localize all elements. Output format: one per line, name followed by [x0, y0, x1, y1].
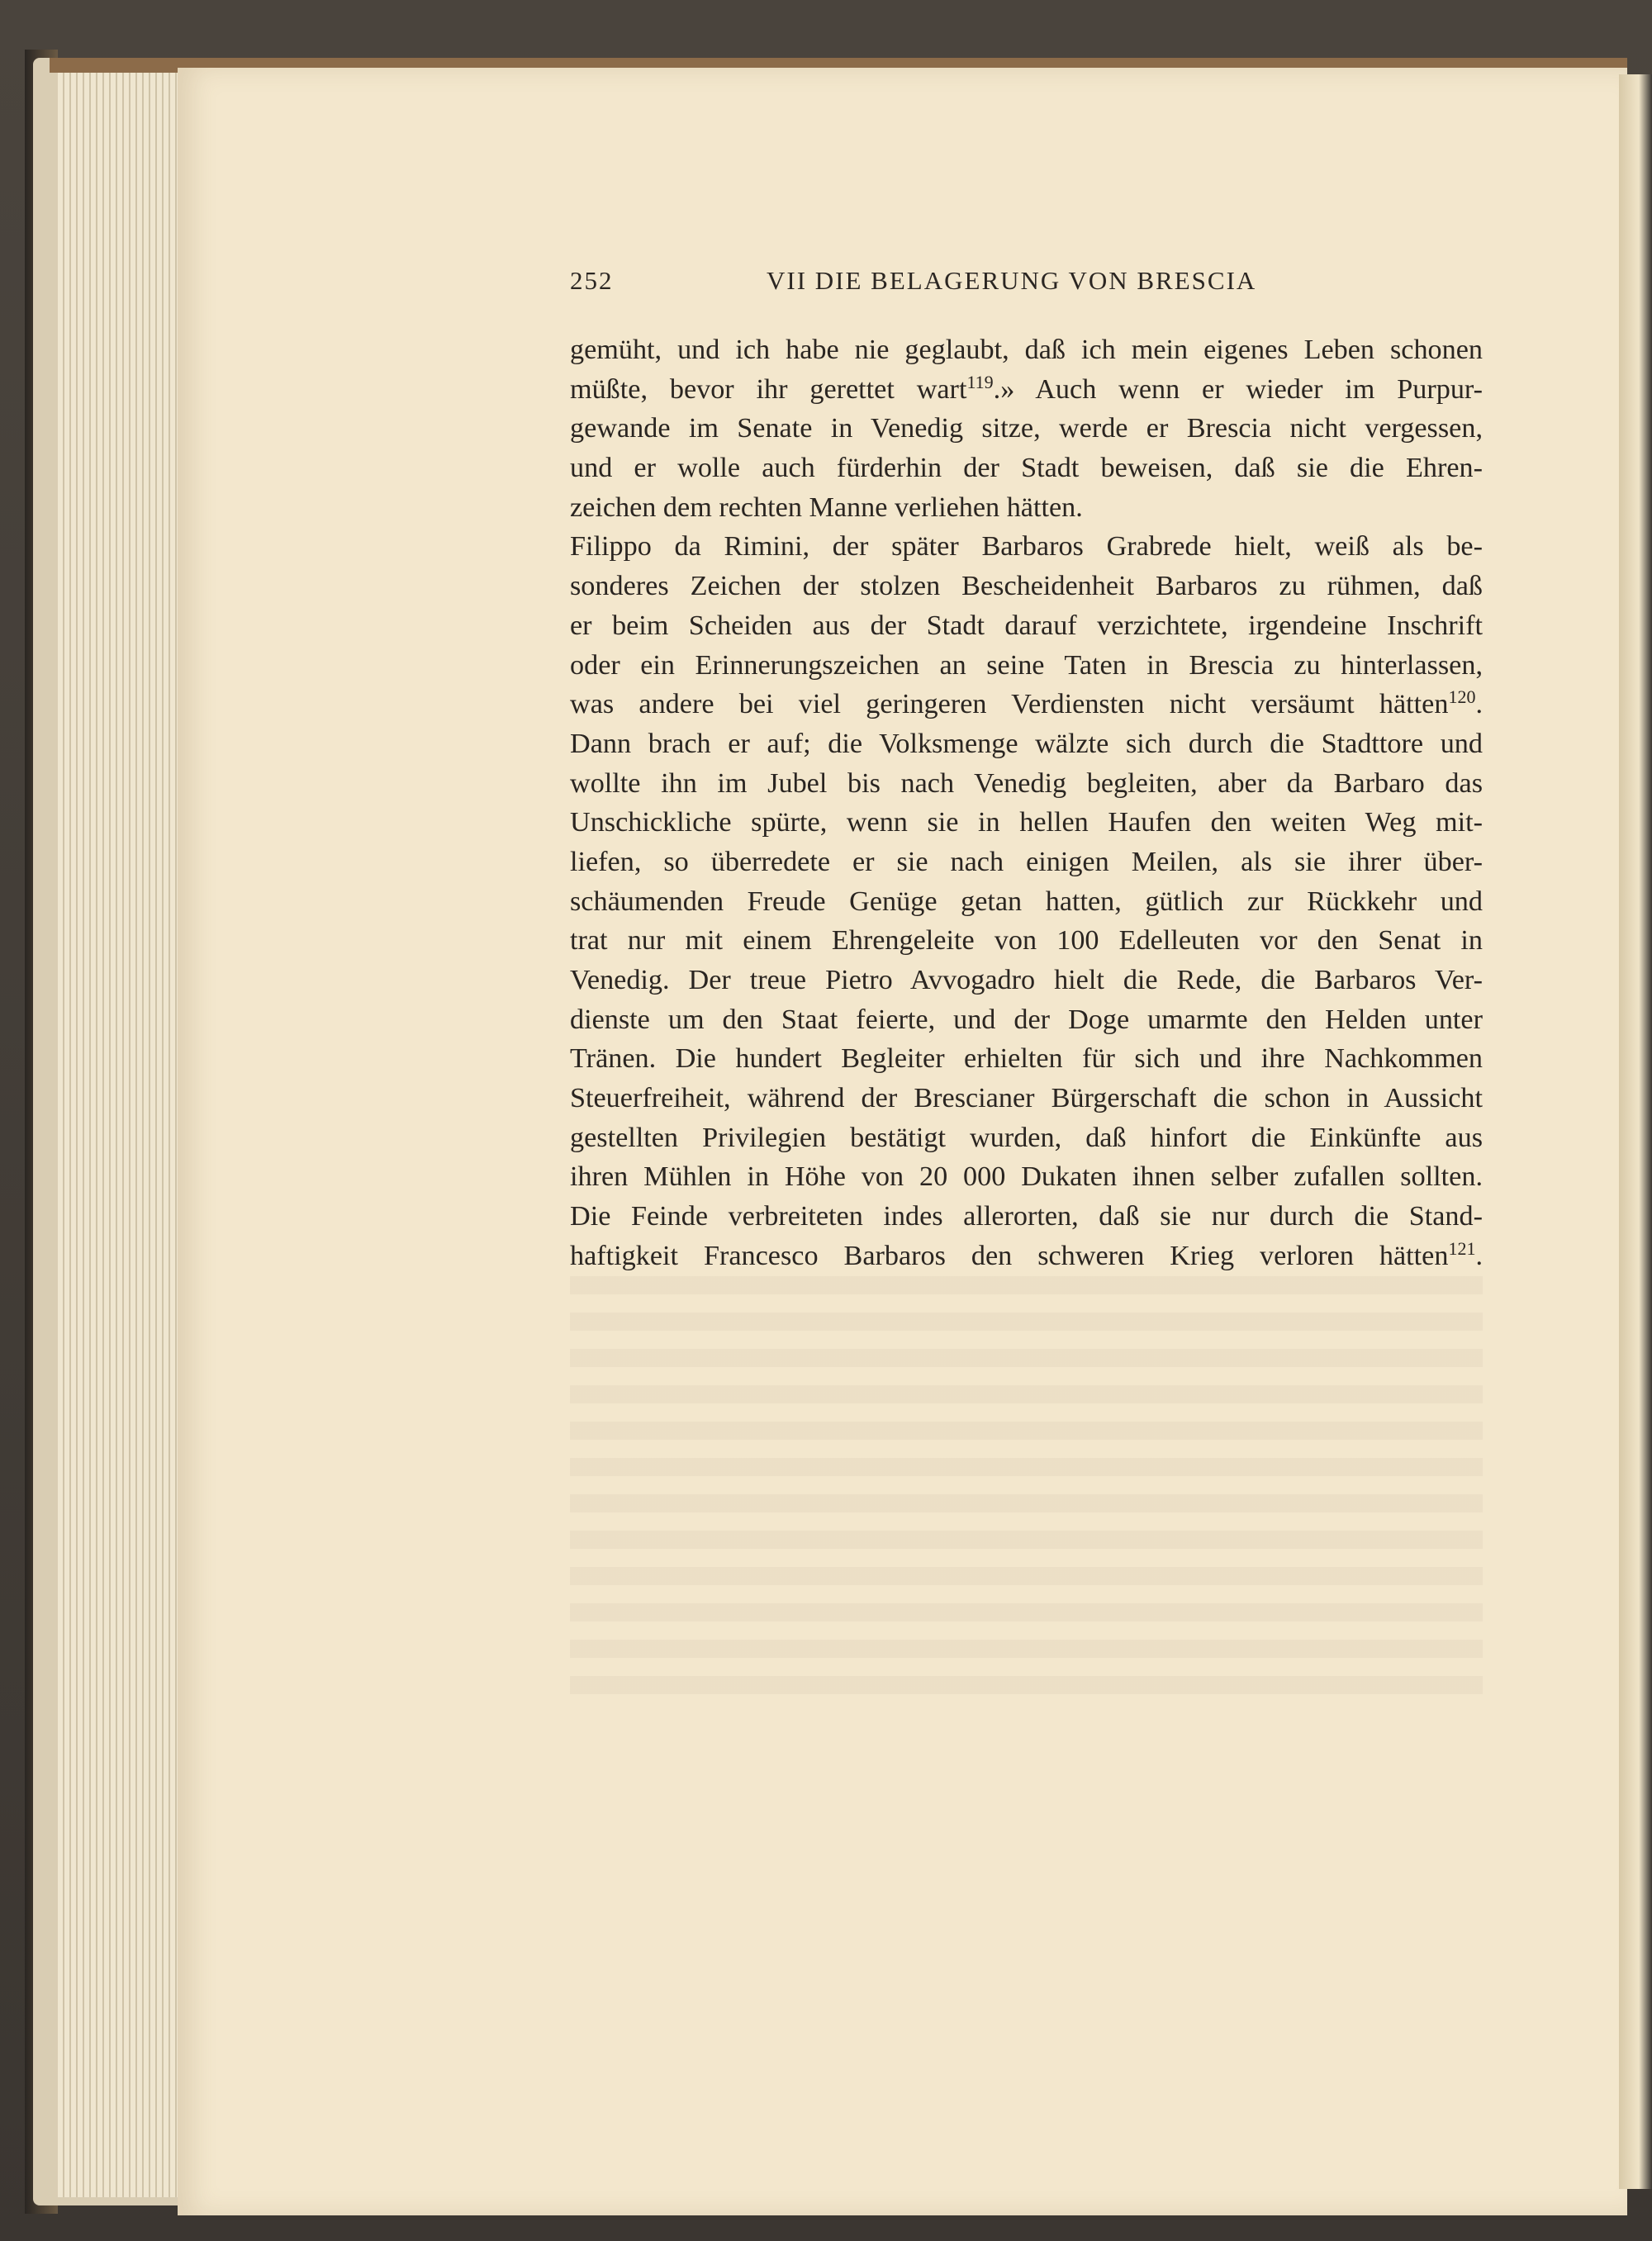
- footnote-marker: 120: [1448, 686, 1476, 708]
- text-line: wollte ihn im Jubel bis nach Venedig begleiten, aber da Barbaro das: [570, 767, 1483, 799]
- page-number: 252: [570, 266, 614, 295]
- text-line: Dann brach er auf; die Volksmenge wälzte sich durch die Stadttore und: [570, 728, 1483, 759]
- text-line: er beim Scheiden aus der Stadt darauf verzichtete, irgendeine Inschrift: [570, 610, 1483, 641]
- footnote-marker: 121: [1448, 1237, 1476, 1259]
- gutter-edge: [1619, 74, 1652, 2189]
- text-line: Unschickliche spürte, wenn sie in hellen Haufen den weiten Weg mit-: [570, 807, 1483, 838]
- text-line: zeichen dem rechten Manne verliehen hätten.: [570, 491, 1083, 523]
- text-line: Die Feinde verbreiteten indes allerorten, daß sie nur durch die Stand-: [570, 1201, 1483, 1232]
- text-line: schäumenden Freude Genüge getan hatten, gütlich zur Rückkehr und: [570, 885, 1483, 917]
- text-line: Filippo da Rimini, der später Barbaros Grabrede hielt, weiß als be-: [570, 531, 1483, 563]
- text-line: oder ein Erinnerungszeichen an seine Taten in Brescia zu hinterlassen,: [570, 649, 1483, 681]
- chapter-title: VII DIE BELAGERUNG VON BRESCIA: [767, 266, 1257, 295]
- text-line: Steuerfreiheit, während der Brescianer Bürgerschaft die schon in Aussicht: [570, 1083, 1483, 1114]
- text-fragment: was andere bei viel geringeren Verdiensten nicht versäumt hätten: [570, 689, 1449, 720]
- text-fragment: .: [1475, 1240, 1483, 1271]
- show-through: [570, 1276, 1483, 1706]
- running-head: [570, 266, 1487, 301]
- text-line: liefen, so überredete er sie nach einigen Meilen, als sie ihrer über-: [570, 846, 1483, 877]
- text-fragment: müßte, bevor ihr gerettet wart: [570, 373, 967, 405]
- text-line: Venedig. Der treue Pietro Avvogadro hielt die Rede, die Barbaros Ver-: [570, 965, 1483, 995]
- text-line: gewande im Senate in Venedig sitze, werde er Brescia nicht vergessen,: [570, 413, 1483, 444]
- text-fragment: haftigkeit Francesco Barbaros den schweren Krieg verloren hätten: [570, 1240, 1449, 1271]
- text-line: dienste um den Staat feierte, und der Doge umarmte den Helden unter: [570, 1004, 1483, 1035]
- page-edges: [58, 66, 190, 2197]
- text-fragment: .: [1475, 689, 1483, 720]
- text-fragment: .» Auch wenn er wieder im Purpur-: [993, 373, 1483, 405]
- text-line: gemüht, und ich habe nie geglaubt, daß ich mein eigenes Leben schonen: [570, 335, 1483, 365]
- text-line: Tränen. Die hundert Begleiter erhielten für sich und ihre Nachkommen: [570, 1043, 1483, 1075]
- text-line: trat nur mit einem Ehrengeleite von 100 Edelleuten vor den Senat in: [570, 925, 1483, 957]
- text-line: [570, 370, 1483, 410]
- text-line: gestellten Privilegien bestätigt wurden, daß hinfort die Einkünfte aus: [570, 1122, 1483, 1153]
- text-line: [570, 1237, 1483, 1276]
- body-text: [570, 330, 1483, 1276]
- text-line: [570, 685, 1483, 724]
- text-line: und er wolle auch fürderhin der Stadt beweisen, daß sie die Ehren-: [570, 453, 1483, 484]
- footnote-marker: 119: [966, 371, 994, 392]
- text-line: ihren Mühlen in Höhe von 20 000 Dukaten ihnen selber zufallen sollten.: [570, 1161, 1483, 1193]
- text-line: sonderes Zeichen der stolzen Bescheidenheit Barbaros zu rühmen, daß: [570, 571, 1483, 602]
